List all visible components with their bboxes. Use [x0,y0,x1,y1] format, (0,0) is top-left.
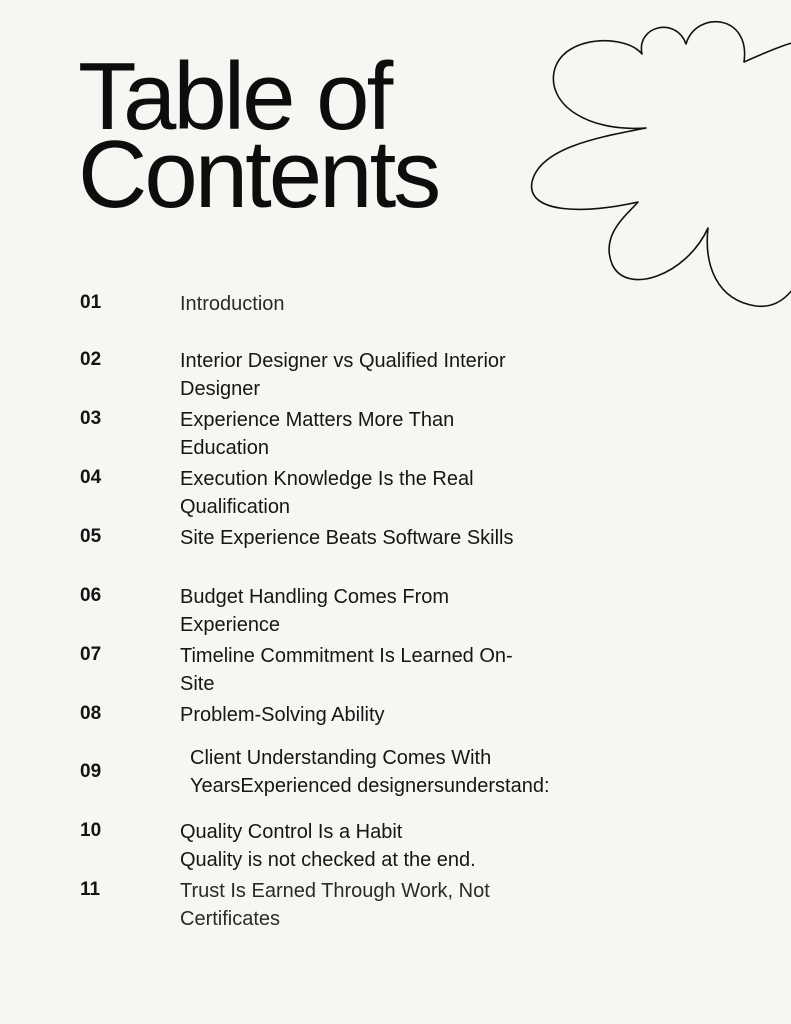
toc-entry-number: 03 [80,408,102,429]
toc-entry-title-line: Client Understanding Comes With [190,747,492,769]
toc-entry-title [190,744,590,800]
toc-entry-number: 07 [80,644,102,665]
toc-entry-title [180,290,580,318]
toc-entry-title [180,701,580,729]
page-title [78,43,439,228]
toc-entry-title [180,642,580,698]
toc-entry-title-line: Experience [180,614,281,636]
toc-entry-number: 05 [80,526,102,547]
toc-entry-title-line: Certificates [180,908,281,930]
toc-entry-title-line: Quality Control Is a Habit [180,821,403,843]
toc-entry-title-line: Site [180,673,215,695]
page-title-line-1: Table of [78,43,391,150]
toc-entry-title [180,524,580,552]
toc-entry-number: 10 [80,820,102,841]
toc-entry-number: 01 [80,292,102,313]
toc-entry-title-line: Trust Is Earned Through Work, Not [180,880,490,902]
page-title-line-2: Contents [78,121,439,228]
toc-entry-title-line: Execution Knowledge Is the Real [180,468,474,490]
toc-entry-title [180,347,580,403]
toc-entry-number: 08 [80,703,102,724]
toc-entry-title [180,465,580,521]
toc-entry-title-line: Site Experience Beats Software Skills [180,527,514,549]
toc-entry-title [180,818,580,874]
toc-entry-title-line: Timeline Commitment Is Learned On- [180,645,513,667]
toc-entry-number: 04 [80,467,102,488]
toc-entry-number: 11 [80,879,101,900]
flower-outline-icon [526,14,791,314]
toc-entry-title-line: Qualification [180,496,291,518]
toc-entry-title-line: Problem-Solving Ability [180,704,385,726]
toc-entry-title [180,877,580,933]
toc-entry-title-line: Quality is not checked at the end. [180,849,476,871]
toc-entry-title-line: YearsExperienced designersunderstand: [190,775,550,797]
toc-entry-title-line: Designer [180,378,261,400]
toc-entry-title-line: Introduction [180,293,285,315]
toc-entry-title [180,406,580,462]
toc-entry-title-line: Interior Designer vs Qualified Interior [180,350,506,372]
toc-entry-title-line: Education [180,437,269,459]
toc-entry-number: 09 [80,761,102,782]
toc-entry-number: 02 [80,349,102,370]
toc-entry-title-line: Experience Matters More Than [180,409,455,431]
toc-entry-title-line: Budget Handling Comes From [180,586,450,608]
toc-entry-number: 06 [80,585,102,606]
toc-entry-title [180,583,580,639]
